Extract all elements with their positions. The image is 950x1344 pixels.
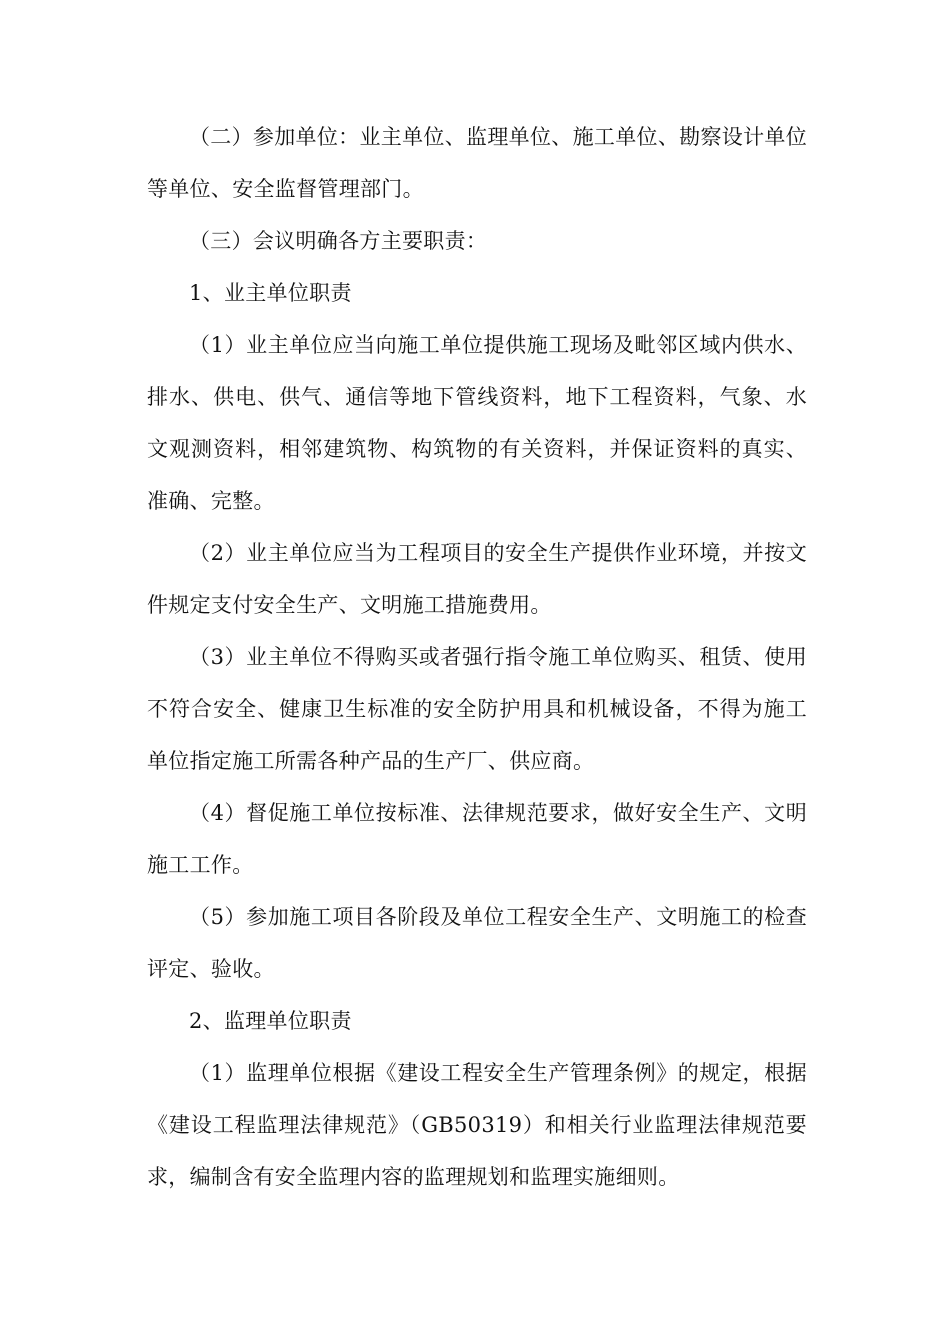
paragraph-participants: （二）参加单位：业主单位、监理单位、施工单位、勘察设计单位等单位、安全监督管理部门。 xyxy=(147,125,807,201)
paragraph-owner-duty-2: （2）业主单位应当为工程项目的安全生产提供作业环境，并按文件规定支付安全生产、文明施工措施费用。 xyxy=(147,541,807,617)
paragraph-owner-duty-1: （1）业主单位应当向施工单位提供施工现场及毗邻区域内供水、排水、供电、供气、通信等地下管线资料，地下工程资料，气象、水文观测资料，相邻建筑物、构筑物的有关资料，并保证资料的真实、准确、完整。 xyxy=(147,333,807,513)
paragraph-owner-duty-4: （4）督促施工单位按标准、法律规范要求，做好安全生产、文明施工工作。 xyxy=(147,801,807,877)
section-supervisor-duties-heading: 2、监理单位职责 xyxy=(189,1009,352,1033)
paragraph-supervisor-duty-1: （1）监理单位根据《建设工程安全生产管理条例》的规定，根据《建设工程监理法律规范》（GB50319）和相关行业监理法律规范要求，编制含有安全监理内容的监理规划和监理实施细则。 xyxy=(147,1061,807,1189)
paragraph-owner-duty-5: （5）参加施工项目各阶段及单位工程安全生产、文明施工的检查评定、验收。 xyxy=(147,905,807,981)
paragraph-duties-heading: （三）会议明确各方主要职责： xyxy=(189,229,488,253)
section-owner-duties-heading: 1、业主单位职责 xyxy=(189,281,352,305)
document-body xyxy=(147,111,807,1203)
paragraph-owner-duty-3: （3）业主单位不得购买或者强行指令施工单位购买、租赁、使用不符合安全、健康卫生标准的安全防护用具和机械设备，不得为施工单位指定施工所需各种产品的生产厂、供应商。 xyxy=(147,645,807,773)
